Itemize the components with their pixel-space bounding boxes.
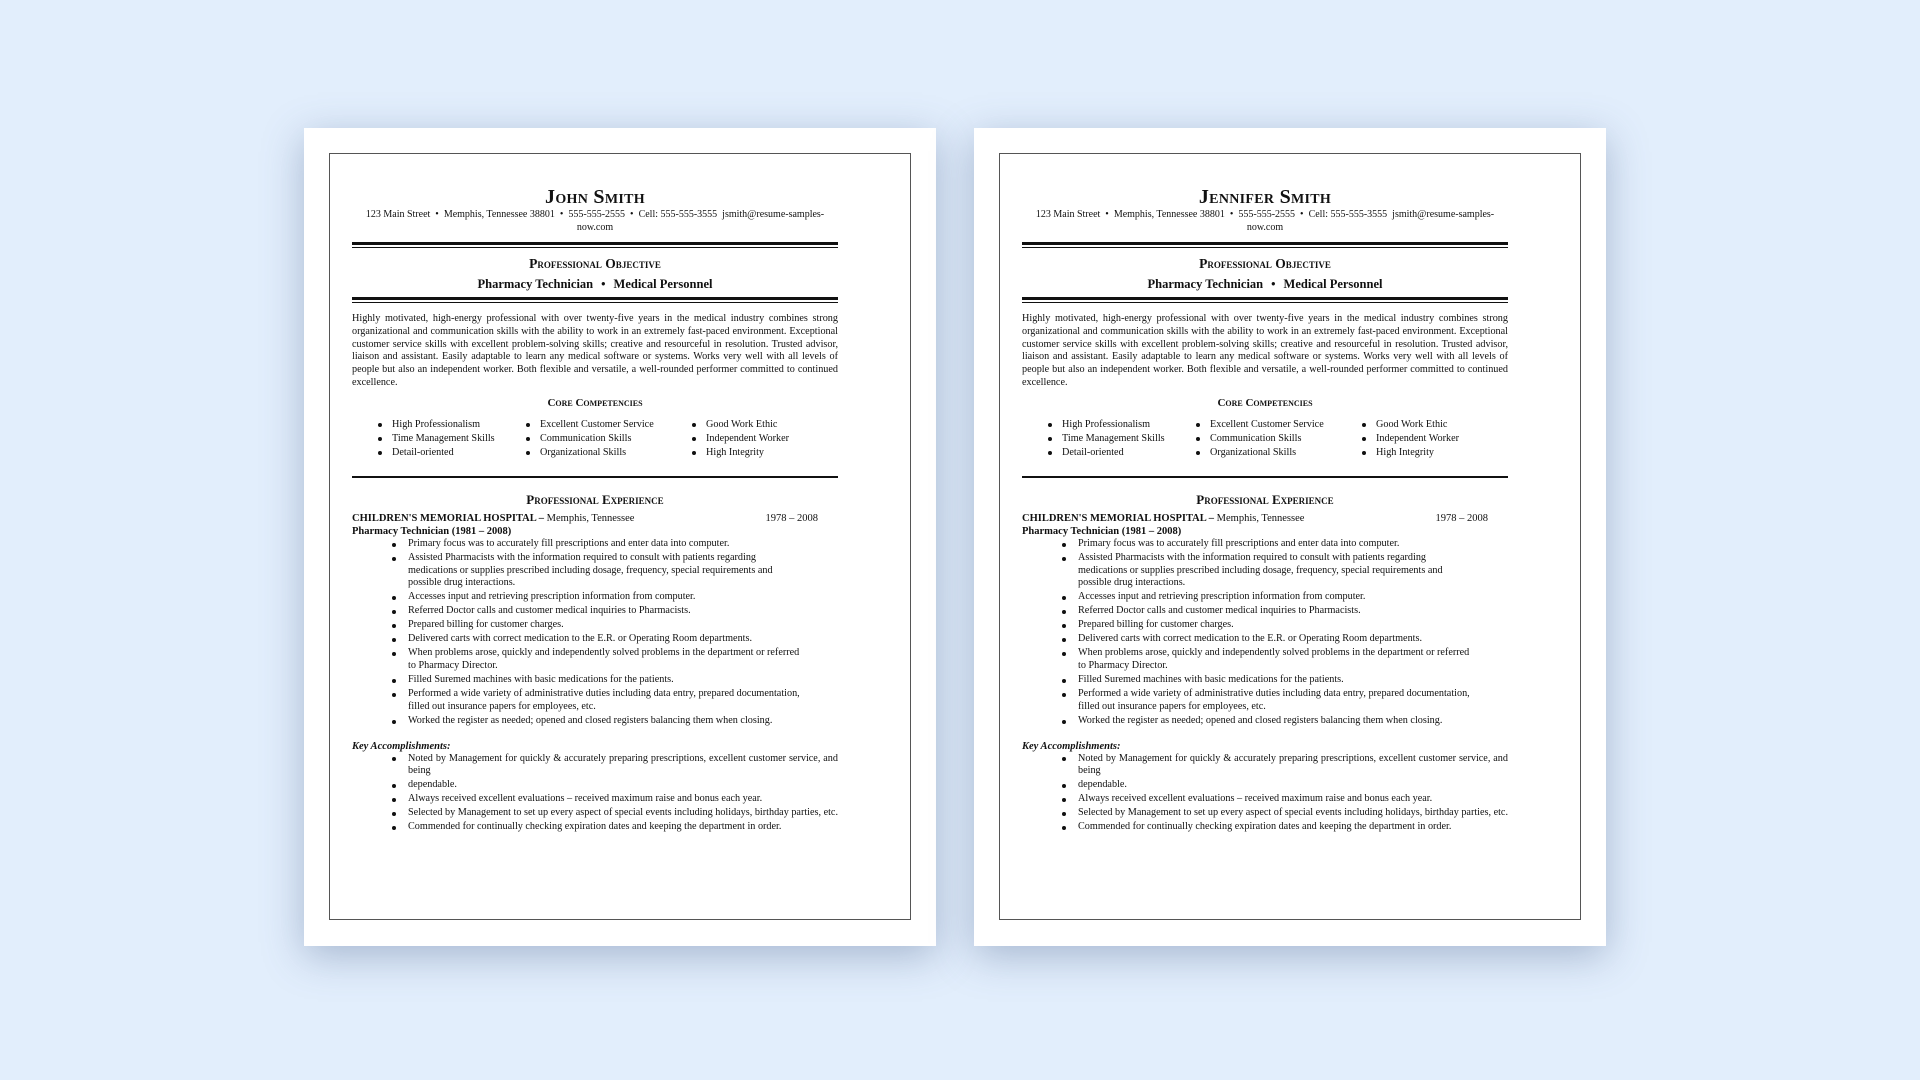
employer-name: CHILDREN'S MEMORIAL HOSPITAL – [1022, 512, 1215, 524]
competency-item: Good Work Ethic [692, 418, 812, 432]
competency-column [692, 418, 812, 460]
contact-address: 123 Main Street [1035, 209, 1101, 220]
duty-item: Referred Doctor calls and customer medical inquiries to Pharmacists. [352, 605, 838, 618]
accomplishment-item: Noted by Management for quickly & accurately preparing prescriptions, excellent customer service, and being [352, 753, 838, 779]
experience-title: Professional Experience [526, 491, 664, 507]
contact-cell: Cell: 555-555-3555 [1308, 209, 1388, 220]
objective-role: Pharmacy Technician [1147, 277, 1264, 291]
competency-column [1048, 418, 1196, 460]
contact-phone: 555-555-2555 [1238, 209, 1296, 220]
contact-cell: Cell: 555-555-3555 [638, 209, 718, 220]
employer-dates: 1978 – 2008 [765, 512, 818, 524]
competencies-title: Core Competencies [1217, 396, 1313, 409]
accomplishment-item: Always received excellent evaluations – received maximum raise and bonus each year. [352, 793, 838, 806]
duty-item: Delivered carts with correct medication to the E.R. or Operating Room departments. [1022, 633, 1508, 646]
duty-item: When problems arose, quickly and independently solved problems in the department or referred to Pharmacy Director. [1022, 647, 1508, 673]
accomplishment-item: Selected by Management to set up every aspect of special events including holidays, birthday parties, etc. [1022, 807, 1508, 820]
objective-role: Medical Personnel [613, 277, 713, 291]
employer-info [1022, 512, 1304, 525]
accomplishments-title: Key Accomplishments: [352, 740, 451, 752]
employer-line [352, 512, 838, 525]
contact-line: 123 Main Street • Memphis, Tennessee 38801 • 555-555-2555 • Cell: 555-555-3555 jsmith@resume-samples-now.com [365, 209, 825, 233]
contact-city: Memphis, Tennessee 38801 [1113, 209, 1225, 220]
resume-content [352, 186, 838, 835]
duty-item: Prepared billing for customer charges. [352, 619, 838, 632]
employer-name: CHILDREN'S MEMORIAL HOSPITAL – [352, 512, 545, 524]
resume-page-john-smith [304, 128, 936, 946]
professional-summary: Highly motivated, high-energy professional with over twenty-five years in the medical industry combines strong organizational and communication skills with the ability to work in an extremely fast-paced environment. Exceptional customer service skills with excellent problem-solving skills; creative and resourceful in resolution. Trusted advisor, liaison and assistant. Easily adaptable to learn any medical software or systems. Works very well with all levels of people but also an independent worker. Both flexible and versatile, a well-rounded performer committed to continued excellence. [352, 313, 838, 388]
contact-phone: 555-555-2555 [568, 209, 626, 220]
duty-item: Prepared billing for customer charges. [1022, 619, 1508, 632]
competency-item: Organizational Skills [1196, 446, 1362, 460]
accomplishment-item: Always received excellent evaluations – received maximum raise and bonus each year. [1022, 793, 1508, 806]
duties-list [1022, 538, 1508, 728]
duty-item: Delivered carts with correct medication to the E.R. or Operating Room departments. [352, 633, 838, 646]
accomplishment-item: Noted by Management for quickly & accurately preparing prescriptions, excellent customer service, and being [1022, 753, 1508, 779]
competency-item: Detail-oriented [378, 446, 526, 460]
accomplishment-item: Commended for continually checking expiration dates and keeping the department in order. [1022, 821, 1508, 834]
competency-item: Communication Skills [526, 432, 692, 446]
employer-location: Memphis, Tennessee [1216, 512, 1305, 524]
competency-item: Communication Skills [1196, 432, 1362, 446]
duty-item: Performed a wide variety of administrative duties including data entry, prepared documentation, filled out insurance papers for employees, etc. [352, 688, 838, 714]
accomplishments-list [1022, 753, 1508, 835]
duty-item: Assisted Pharmacists with the information required to consult with patients regarding medications or supplies prescribed including dosage, frequency, special requirements and possible drug interactions. [352, 552, 838, 590]
duty-item: Primary focus was to accurately fill prescriptions and enter data into computer. [1022, 538, 1508, 551]
resume-page-jennifer-smith [974, 128, 1606, 946]
section-divider [352, 476, 838, 478]
duty-item: Referred Doctor calls and customer medical inquiries to Pharmacists. [1022, 605, 1508, 618]
section-divider [1022, 476, 1508, 478]
duties-list [352, 538, 838, 728]
employer-line [1022, 512, 1508, 525]
employer-location: Memphis, Tennessee [546, 512, 635, 524]
section-divider [1022, 297, 1508, 303]
competency-column [526, 418, 692, 460]
accomplishment-item: dependable. [1022, 779, 1508, 792]
competency-item: High Integrity [1362, 446, 1482, 460]
position-title: Pharmacy Technician (1981 – 2008) [352, 525, 512, 537]
employer-info [352, 512, 634, 525]
competency-item: Independent Worker [692, 432, 812, 446]
contact-line: 123 Main Street • Memphis, Tennessee 38801 • 555-555-2555 • Cell: 555-555-3555 jsmith@resume-samples-now.com [1035, 209, 1495, 233]
competency-item: Detail-oriented [1048, 446, 1196, 460]
resume-content [1022, 186, 1508, 835]
objective-roles: Pharmacy Technician • Medical Personnel [477, 277, 713, 291]
objective-title: Professional Objective [529, 256, 661, 271]
accomplishments-list [352, 753, 838, 835]
section-divider [352, 242, 838, 248]
competency-column [378, 418, 526, 460]
competency-item: Time Management Skills [1048, 432, 1196, 446]
duty-item: When problems arose, quickly and independently solved problems in the department or referred to Pharmacy Director. [352, 647, 838, 673]
competencies-title: Core Competencies [547, 396, 643, 409]
competencies-list [352, 418, 838, 460]
competency-item: High Professionalism [378, 418, 526, 432]
section-divider [1022, 242, 1508, 248]
contact-email: jsmith@resume-samples-now.com [576, 209, 825, 233]
duty-item: Assisted Pharmacists with the information required to consult with patients regarding medications or supplies prescribed including dosage, frequency, special requirements and possible drug interactions. [1022, 552, 1508, 590]
contact-email: jsmith@resume-samples-now.com [1246, 209, 1495, 233]
duty-item: Performed a wide variety of administrative duties including data entry, prepared documentation, filled out insurance papers for employees, etc. [1022, 688, 1508, 714]
duty-item: Worked the register as needed; opened and closed registers balancing them when closing. [352, 715, 838, 728]
competency-item: Organizational Skills [526, 446, 692, 460]
competency-item: Time Management Skills [378, 432, 526, 446]
competency-column [1362, 418, 1482, 460]
contact-city: Memphis, Tennessee 38801 [443, 209, 555, 220]
duty-item: Filled Suremed machines with basic medications for the patients. [352, 674, 838, 687]
objective-role: Pharmacy Technician [477, 277, 594, 291]
accomplishments-title: Key Accomplishments: [1022, 740, 1121, 752]
accomplishment-item: dependable. [352, 779, 838, 792]
contact-address: 123 Main Street [365, 209, 431, 220]
objective-roles: Pharmacy Technician • Medical Personnel [1147, 277, 1383, 291]
competency-item: High Professionalism [1048, 418, 1196, 432]
competency-item: Excellent Customer Service [526, 418, 692, 432]
competency-item: Good Work Ethic [1362, 418, 1482, 432]
duty-item: Accesses input and retrieving prescription information from computer. [352, 591, 838, 604]
section-divider [352, 297, 838, 303]
accomplishment-item: Commended for continually checking expiration dates and keeping the department in order. [352, 821, 838, 834]
objective-role: Medical Personnel [1283, 277, 1383, 291]
competency-column [1196, 418, 1362, 460]
resume-name: Jennifer Smith [1198, 186, 1332, 208]
resume-name: John Smith [545, 186, 645, 208]
duty-item: Accesses input and retrieving prescription information from computer. [1022, 591, 1508, 604]
duty-item: Worked the register as needed; opened and closed registers balancing them when closing. [1022, 715, 1508, 728]
objective-title: Professional Objective [1199, 256, 1331, 271]
professional-summary: Highly motivated, high-energy professional with over twenty-five years in the medical industry combines strong organizational and communication skills with the ability to work in an extremely fast-paced environment. Exceptional customer service skills with excellent problem-solving skills; creative and resourceful in resolution. Trusted advisor, liaison and assistant. Easily adaptable to learn any medical software or systems. Works very well with all levels of people but also an independent worker. Both flexible and versatile, a well-rounded performer committed to continued excellence. [1022, 313, 1508, 388]
duty-item: Filled Suremed machines with basic medications for the patients. [1022, 674, 1508, 687]
accomplishment-item: Selected by Management to set up every aspect of special events including holidays, birthday parties, etc. [352, 807, 838, 820]
experience-title: Professional Experience [1196, 491, 1334, 507]
position-title: Pharmacy Technician (1981 – 2008) [1022, 525, 1182, 537]
competency-item: Excellent Customer Service [1196, 418, 1362, 432]
employer-dates: 1978 – 2008 [1435, 512, 1488, 524]
competencies-list [1022, 418, 1508, 460]
competency-item: Independent Worker [1362, 432, 1482, 446]
competency-item: High Integrity [692, 446, 812, 460]
duty-item: Primary focus was to accurately fill prescriptions and enter data into computer. [352, 538, 838, 551]
